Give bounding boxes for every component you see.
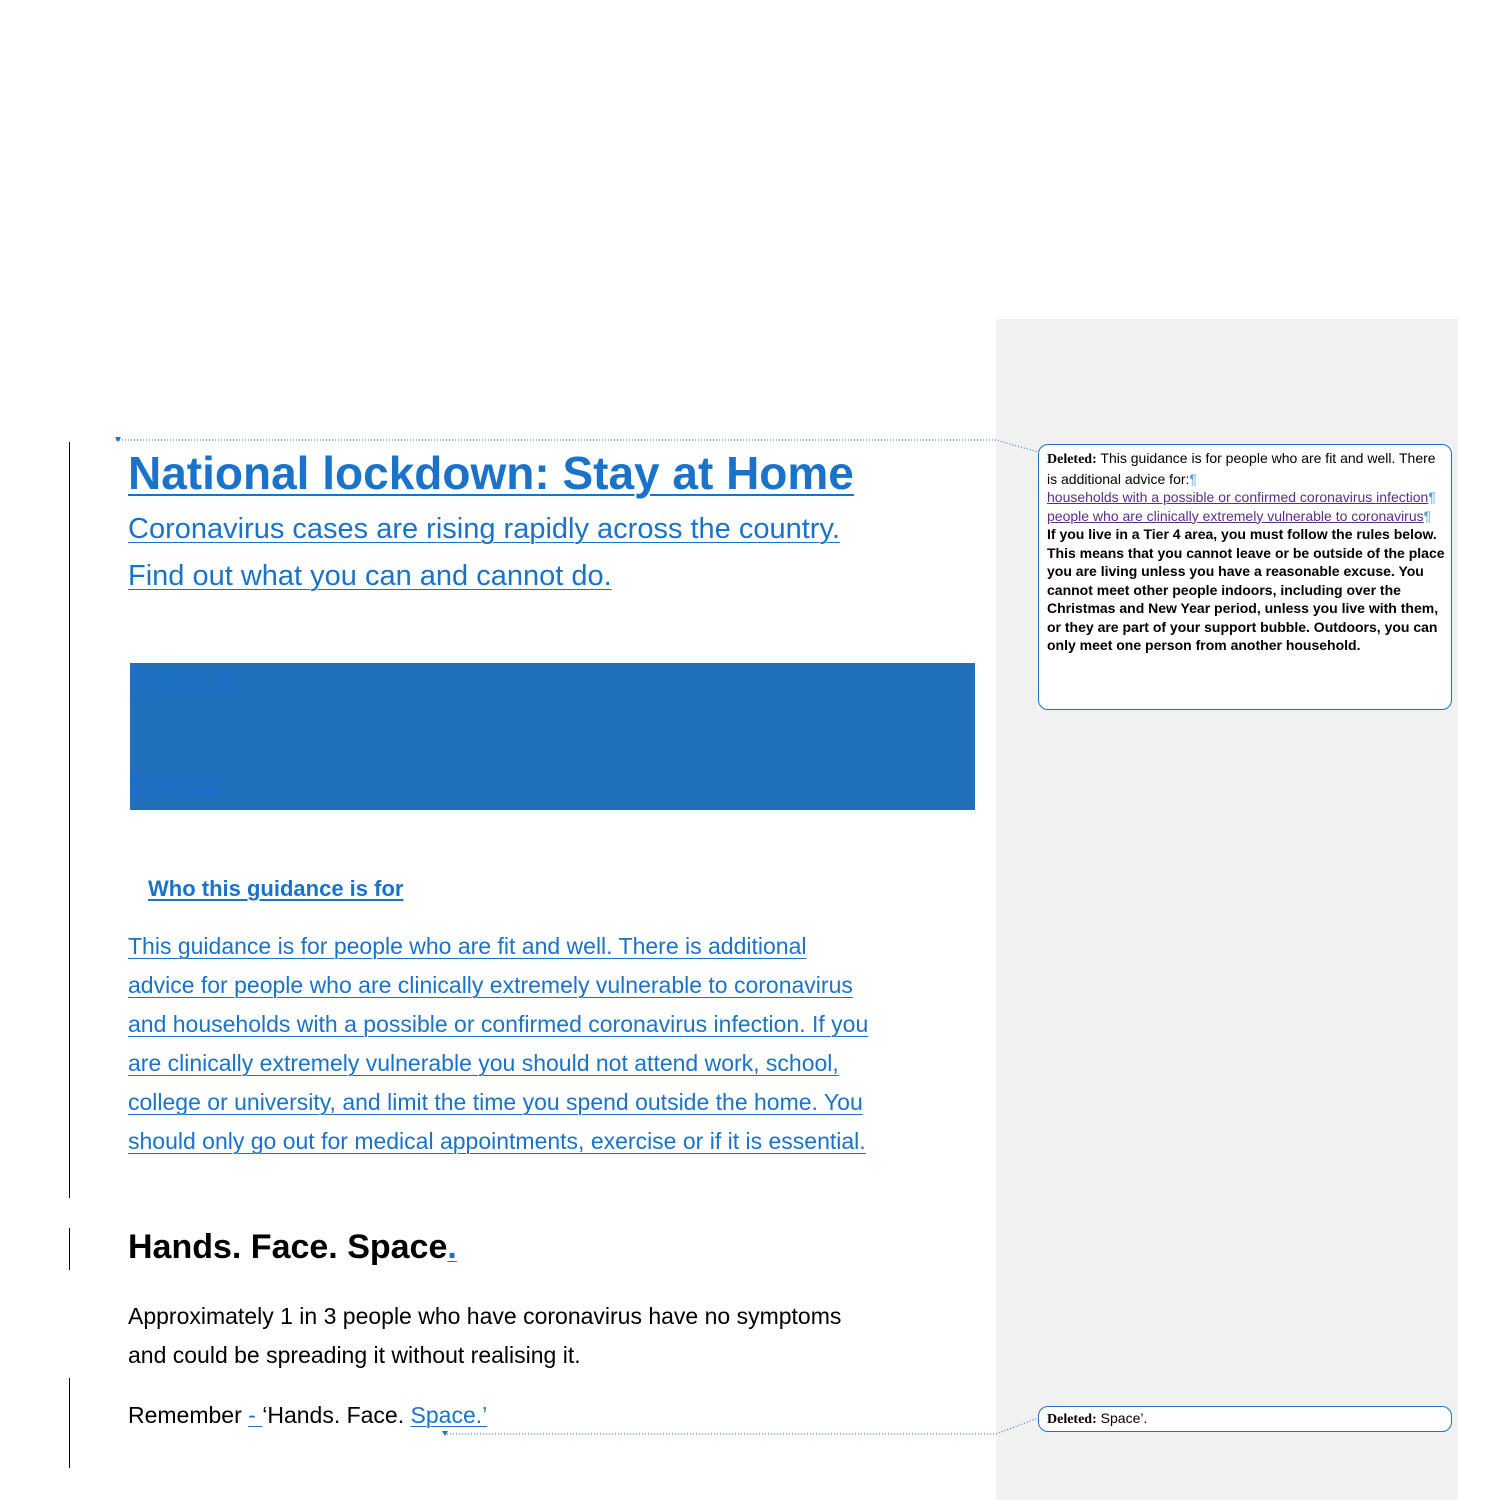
pilcrow-mark: ¶	[1423, 507, 1432, 524]
remember-line	[128, 1402, 487, 1429]
comment-text: This guidance is for people who are fit and well. There is additional advice for:	[1047, 450, 1436, 487]
comment-label: Deleted:	[1047, 452, 1097, 467]
comment-text: Space’.	[1096, 1410, 1148, 1426]
symptoms-line: and could be spreading it without realising it.	[128, 1342, 581, 1368]
symptoms-line: Approximately 1 in 3 people who have coronavirus have no symptoms	[128, 1303, 842, 1329]
pilcrow-mark: ¶	[1189, 470, 1197, 487]
applies-to-banner	[130, 663, 975, 810]
inserted-period: .	[447, 1228, 457, 1266]
remember-prefix: Remember	[128, 1402, 249, 1428]
guidance-paragraph	[128, 927, 968, 1161]
comment-link-vulnerable[interactable]: people who are clinically extremely vulnerable to coronavirus	[1047, 507, 1424, 524]
guidance-line: are clinically extremely vulnerable you should not attend work, school,	[128, 1050, 839, 1076]
page-subtitle	[128, 506, 968, 600]
guidance-line: college or university, and limit the time you spend outside the home. You	[128, 1089, 863, 1115]
subtitle-line: Coronavirus cases are rising rapidly across the country.	[128, 513, 840, 545]
symptoms-paragraph	[128, 1297, 968, 1375]
guidance-line: and households with a possible or confirmed coronavirus infection. If you	[128, 1011, 869, 1037]
hands-face-space-heading	[128, 1228, 457, 1267]
who-guidance-heading[interactable]: Who this guidance is for	[148, 876, 404, 901]
guidance-line: should only go out for medical appointments, exercise or if it is essential.	[128, 1128, 866, 1154]
comment-balloon-deleted-2[interactable]	[1038, 1406, 1452, 1432]
remember-quote: ‘Hands. Face.	[262, 1402, 411, 1428]
comment-bold-text: If you live in a Tier 4 area, you must follow the rules below. This means that you cannot leave or be outside of the place you are living unless you have a reasonable excuse. You cannot meet other people indoors, including over the Christmas and New Year period, unless you live with them, or they are part of your support bubble. Outdoors, you can only meet one person from another household.	[1047, 526, 1445, 653]
guidance-line: This guidance is for people who are fit and well. There is additional	[128, 933, 807, 959]
inserted-space-text: Space.’	[410, 1402, 488, 1428]
guidance-line: advice for people who are clinically extremely vulnerable to coronavirus	[128, 972, 853, 998]
applies-to-label[interactable]: Applies to	[130, 664, 236, 691]
pilcrow-mark: ¶	[1428, 489, 1436, 505]
heading-text: Hands. Face. Space	[128, 1228, 448, 1266]
inserted-dash: -	[248, 1402, 263, 1428]
comment-label: Deleted:	[1047, 1412, 1097, 1427]
comment-link-households[interactable]: households with a possible or confirmed coronavirus infection	[1047, 489, 1429, 505]
subtitle-line: Find out what you can and cannot do.	[128, 560, 612, 592]
page-title[interactable]: National lockdown: Stay at Home	[128, 447, 854, 499]
region-link[interactable]: England	[130, 770, 219, 797]
comment-balloon-deleted-1[interactable]	[1038, 444, 1452, 710]
